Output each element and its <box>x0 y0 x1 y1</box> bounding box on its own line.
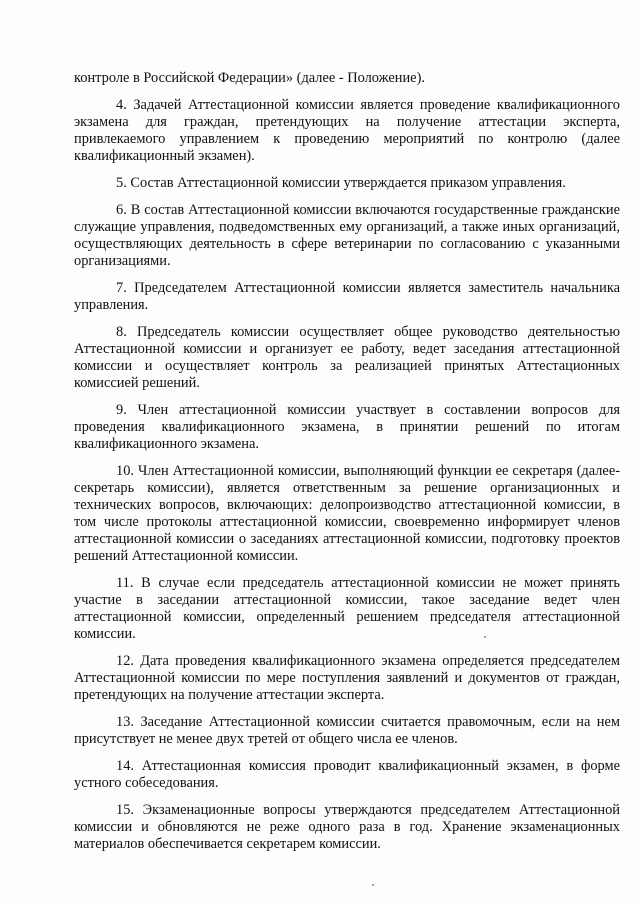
paragraph-8: 8. Председатель комиссии осуществляет общее руководство деятельностью Аттестационной комиссии и организует ее работу, ведет заседания аттестационной комиссии и осуществляет контроль за реализацией принятых Аттестационных комиссией решений. <box>74 324 620 391</box>
paragraph-10: 10. Член Аттестационной комиссии, выполняющий функции ее секретаря (далее-секретарь комиссии), является ответственным за решение организационных и технических вопросов, включающих: делопроизводство аттестационной комиссии, в том числе протоколы аттестационной комиссии, своевременно информирует членов аттестационной комиссии о заседаниях аттестационной комиссии, подготовку проектов решений Аттестационной комиссии. <box>74 463 620 564</box>
paragraph-12: 12. Дата проведения квалификационного экзамена определяется председателем Аттестационной комиссии по мере поступления заявлений и документов от граждан, претендующих на получение аттестации эксперта. <box>74 653 620 703</box>
paragraph-6: 6. В состав Аттестационной комиссии включаются государственные гражданские служащие управления, подведомственных ему организаций, а также иных организаций, осуществляющих деятельность в сфере ветеринарии по согласованию с указанными организациями. <box>74 202 620 269</box>
paragraph-5: 5. Состав Аттестационной комиссии утверждается приказом управления. <box>116 175 566 191</box>
scan-speck <box>372 884 374 886</box>
paragraph-9: 9. Член аттестационной комиссии участвует в составлении вопросов для проведения квалификационного экзамена, в принятии решений по итогам квалификационного экзамена. <box>74 402 620 452</box>
paragraph-7: 7. Председателем Аттестационной комиссии является заместитель начальника управления. <box>74 280 620 313</box>
paragraph-15: 15. Экзаменационные вопросы утверждаются председателем Аттестационной комиссии и обновляются не реже одного раза в год. Хранение экзаменационных материалов обеспечивается секретарем комиссии. <box>74 802 620 852</box>
paragraph-continuation: контроле в Российской Федерации» (далее - Положение). <box>74 70 425 86</box>
paragraph-4: 4. Задачей Аттестационной комиссии является проведение квалификационного экзамена для граждан, претендующих на получение аттестации эксперта, привлекаемого управлением к проведению мероприятий по контролю (далее квалификационный экзамен). <box>74 97 620 164</box>
scan-speck <box>484 636 486 638</box>
paragraph-14: 14. Аттестационная комиссия проводит квалификационный экзамен, в форме устного собеседования. <box>74 758 620 791</box>
paragraph-13: 13. Заседание Аттестационной комиссии считается правомочным, если на нем присутствует не менее двух третей от общего числа ее членов. <box>74 714 620 747</box>
document-body <box>74 70 620 863</box>
paragraph-11: 11. В случае если председатель аттестационной комиссии не может принять участие в заседании аттестационной комиссии, такое заседание ведет член аттестационной комиссии, определенный решением председателя аттестационной комиссии. <box>74 575 620 642</box>
